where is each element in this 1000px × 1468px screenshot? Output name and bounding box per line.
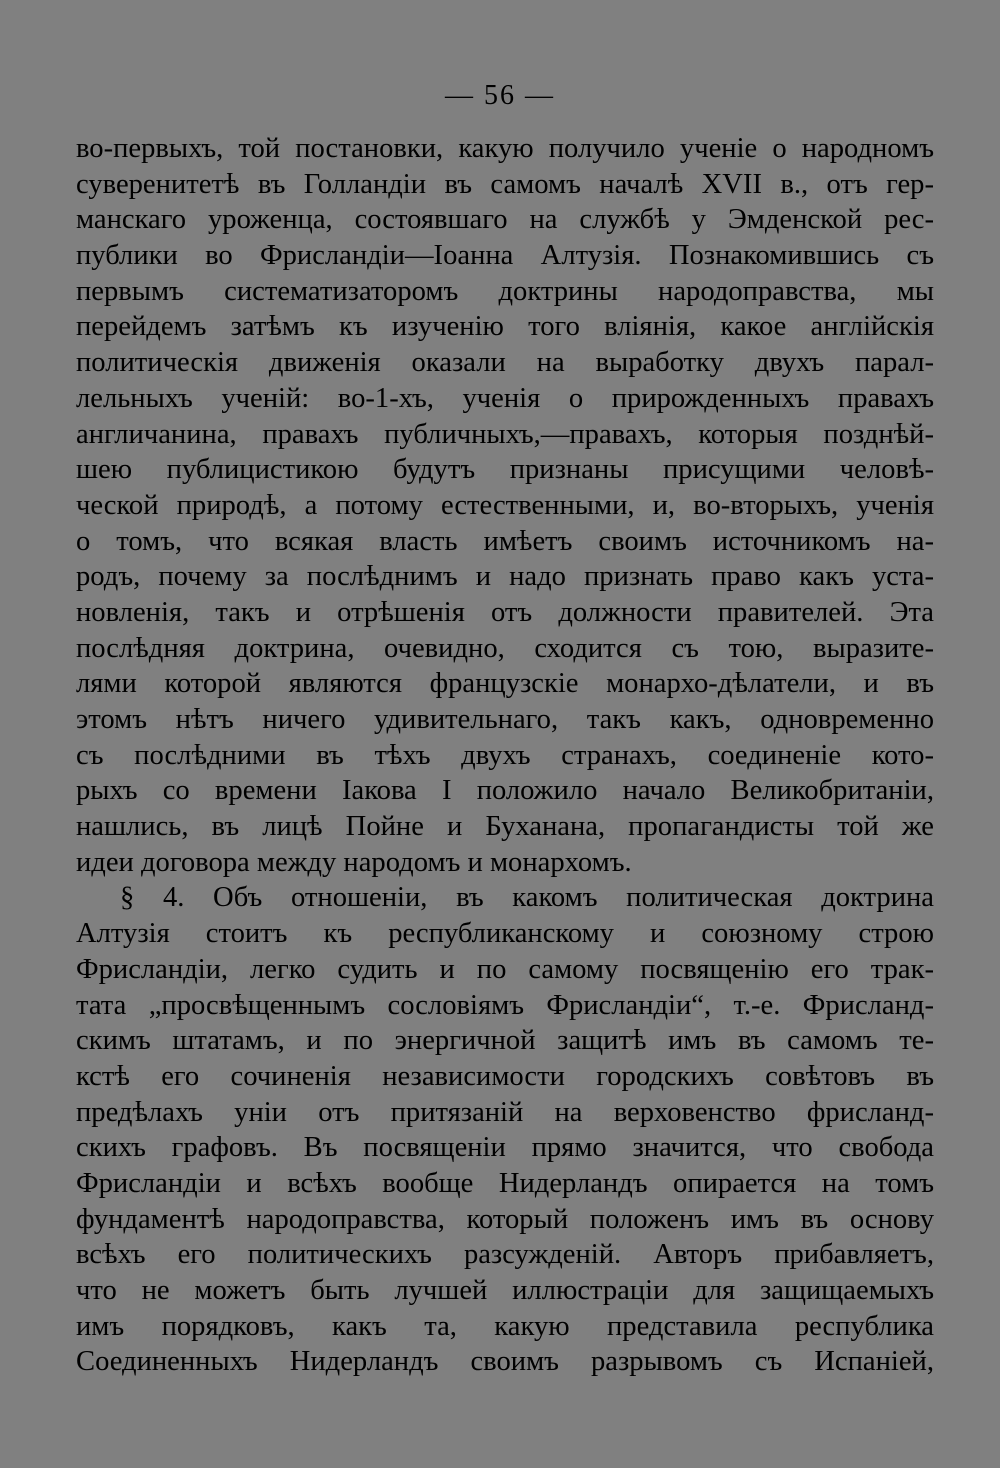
text-line: публики во Фрисландіи—Іоанна Алтузія. Познакомившись съ — [76, 240, 934, 272]
text-line: фундаментѣ народоправства, который положенъ имъ въ основу — [76, 1203, 934, 1235]
body-text — [76, 131, 934, 1380]
paragraph — [76, 131, 934, 880]
text-line: Алтузія стоитъ къ республиканскому и союзному строю — [76, 918, 934, 950]
text-line: этомъ нѣтъ ничего удивительнаго, такъ какъ, одновременно — [76, 704, 934, 735]
text-line: скимъ штатамъ, и по энергичной защитѣ имъ въ самомъ те- — [76, 1025, 934, 1057]
text-line: тата „просвѣщеннымъ сословіямъ Фрисландіи“, т.-е. Фрисланд- — [76, 989, 934, 1021]
page-number: — 56 — — [445, 80, 555, 111]
text-line: англичанина, правахъ публичныхъ,—правахъ, которыя позднѣй- — [76, 418, 934, 450]
text-line: лями которой являются французскіе монархо-дѣлатели, и въ — [76, 668, 934, 700]
text-line: Фрисландіи и всѣхъ вообще Нидерландъ опирается на томъ — [76, 1167, 934, 1199]
text-line: о томъ, что всякая власть имѣетъ своимъ источникомъ на- — [76, 525, 934, 557]
text-line: шею публицистикою будутъ признаны присущими человѣ- — [76, 454, 934, 486]
text-line: § 4. Объ отношеніи, въ какомъ политическая доктрина — [120, 882, 934, 914]
text-line: родъ, почему за послѣднимъ и надо признать право какъ уста- — [76, 561, 934, 593]
text-line: первымъ систематизаторомъ доктрины народоправства, мы — [76, 275, 934, 307]
text-line: съ послѣдними въ тѣхъ двухъ странахъ, соединеніе кото- — [76, 739, 934, 771]
text-line: политическія движенія оказали на выработку двухъ парал- — [76, 347, 934, 379]
text-line: идеи договора между народомъ и монархомъ. — [76, 846, 632, 878]
text-line: предѣлахъ уніи отъ притязаній на верховенство фрисланд- — [76, 1096, 934, 1128]
text-line: лельныхъ ученій: во-1-хъ, ученія о прирожденныхъ правахъ — [76, 382, 934, 414]
paragraph — [76, 880, 934, 1380]
text-line: кстѣ его сочиненія независимости городскихъ совѣтовъ въ — [76, 1060, 934, 1092]
text-line: во-первыхъ, той постановки, какую получило ученіе о народномъ — [76, 133, 934, 164]
text-line: новленія, такъ и отрѣшенія отъ должности правителей. Эта — [76, 596, 934, 628]
text-line: что не можетъ быть лучшей иллюстраціи для защищаемыхъ — [76, 1275, 934, 1306]
text-line: Фрисландіи, легко судить и по самому посвященію его трак- — [76, 953, 934, 985]
text-line: послѣдняя доктрина, очевидно, сходится съ тою, выразите- — [76, 632, 934, 664]
text-line: манскаго уроженца, состоявшаго на службѣ у Эмденской рес- — [76, 204, 934, 236]
text-line: нашлись, въ лицѣ Пойне и Буханана, пропагандисты той же — [76, 811, 934, 843]
text-line: суверенитетѣ въ Голландіи въ самомъ началѣ XVII в., отъ гер- — [76, 168, 934, 200]
text-line: имъ порядковъ, какъ та, какую представила республика — [76, 1310, 934, 1342]
text-line: перейдемъ затѣмъ къ изученію того вліянія, какое англійскія — [76, 311, 934, 343]
text-line: ческой природѣ, а потому естественными, и, во-вторыхъ, ученія — [76, 489, 934, 521]
text-line: скихъ графовъ. Въ посвященіи прямо значится, что свобода — [76, 1132, 934, 1164]
text-line: всѣхъ его политическихъ разсужденій. Авторъ прибавляетъ, — [76, 1239, 934, 1271]
text-line: Соединенныхъ Нидерландъ своимъ разрывомъ съ Испаніей, — [76, 1346, 934, 1378]
text-line: рыхъ со времени Іакова I положило начало Великобританіи, — [76, 775, 934, 807]
